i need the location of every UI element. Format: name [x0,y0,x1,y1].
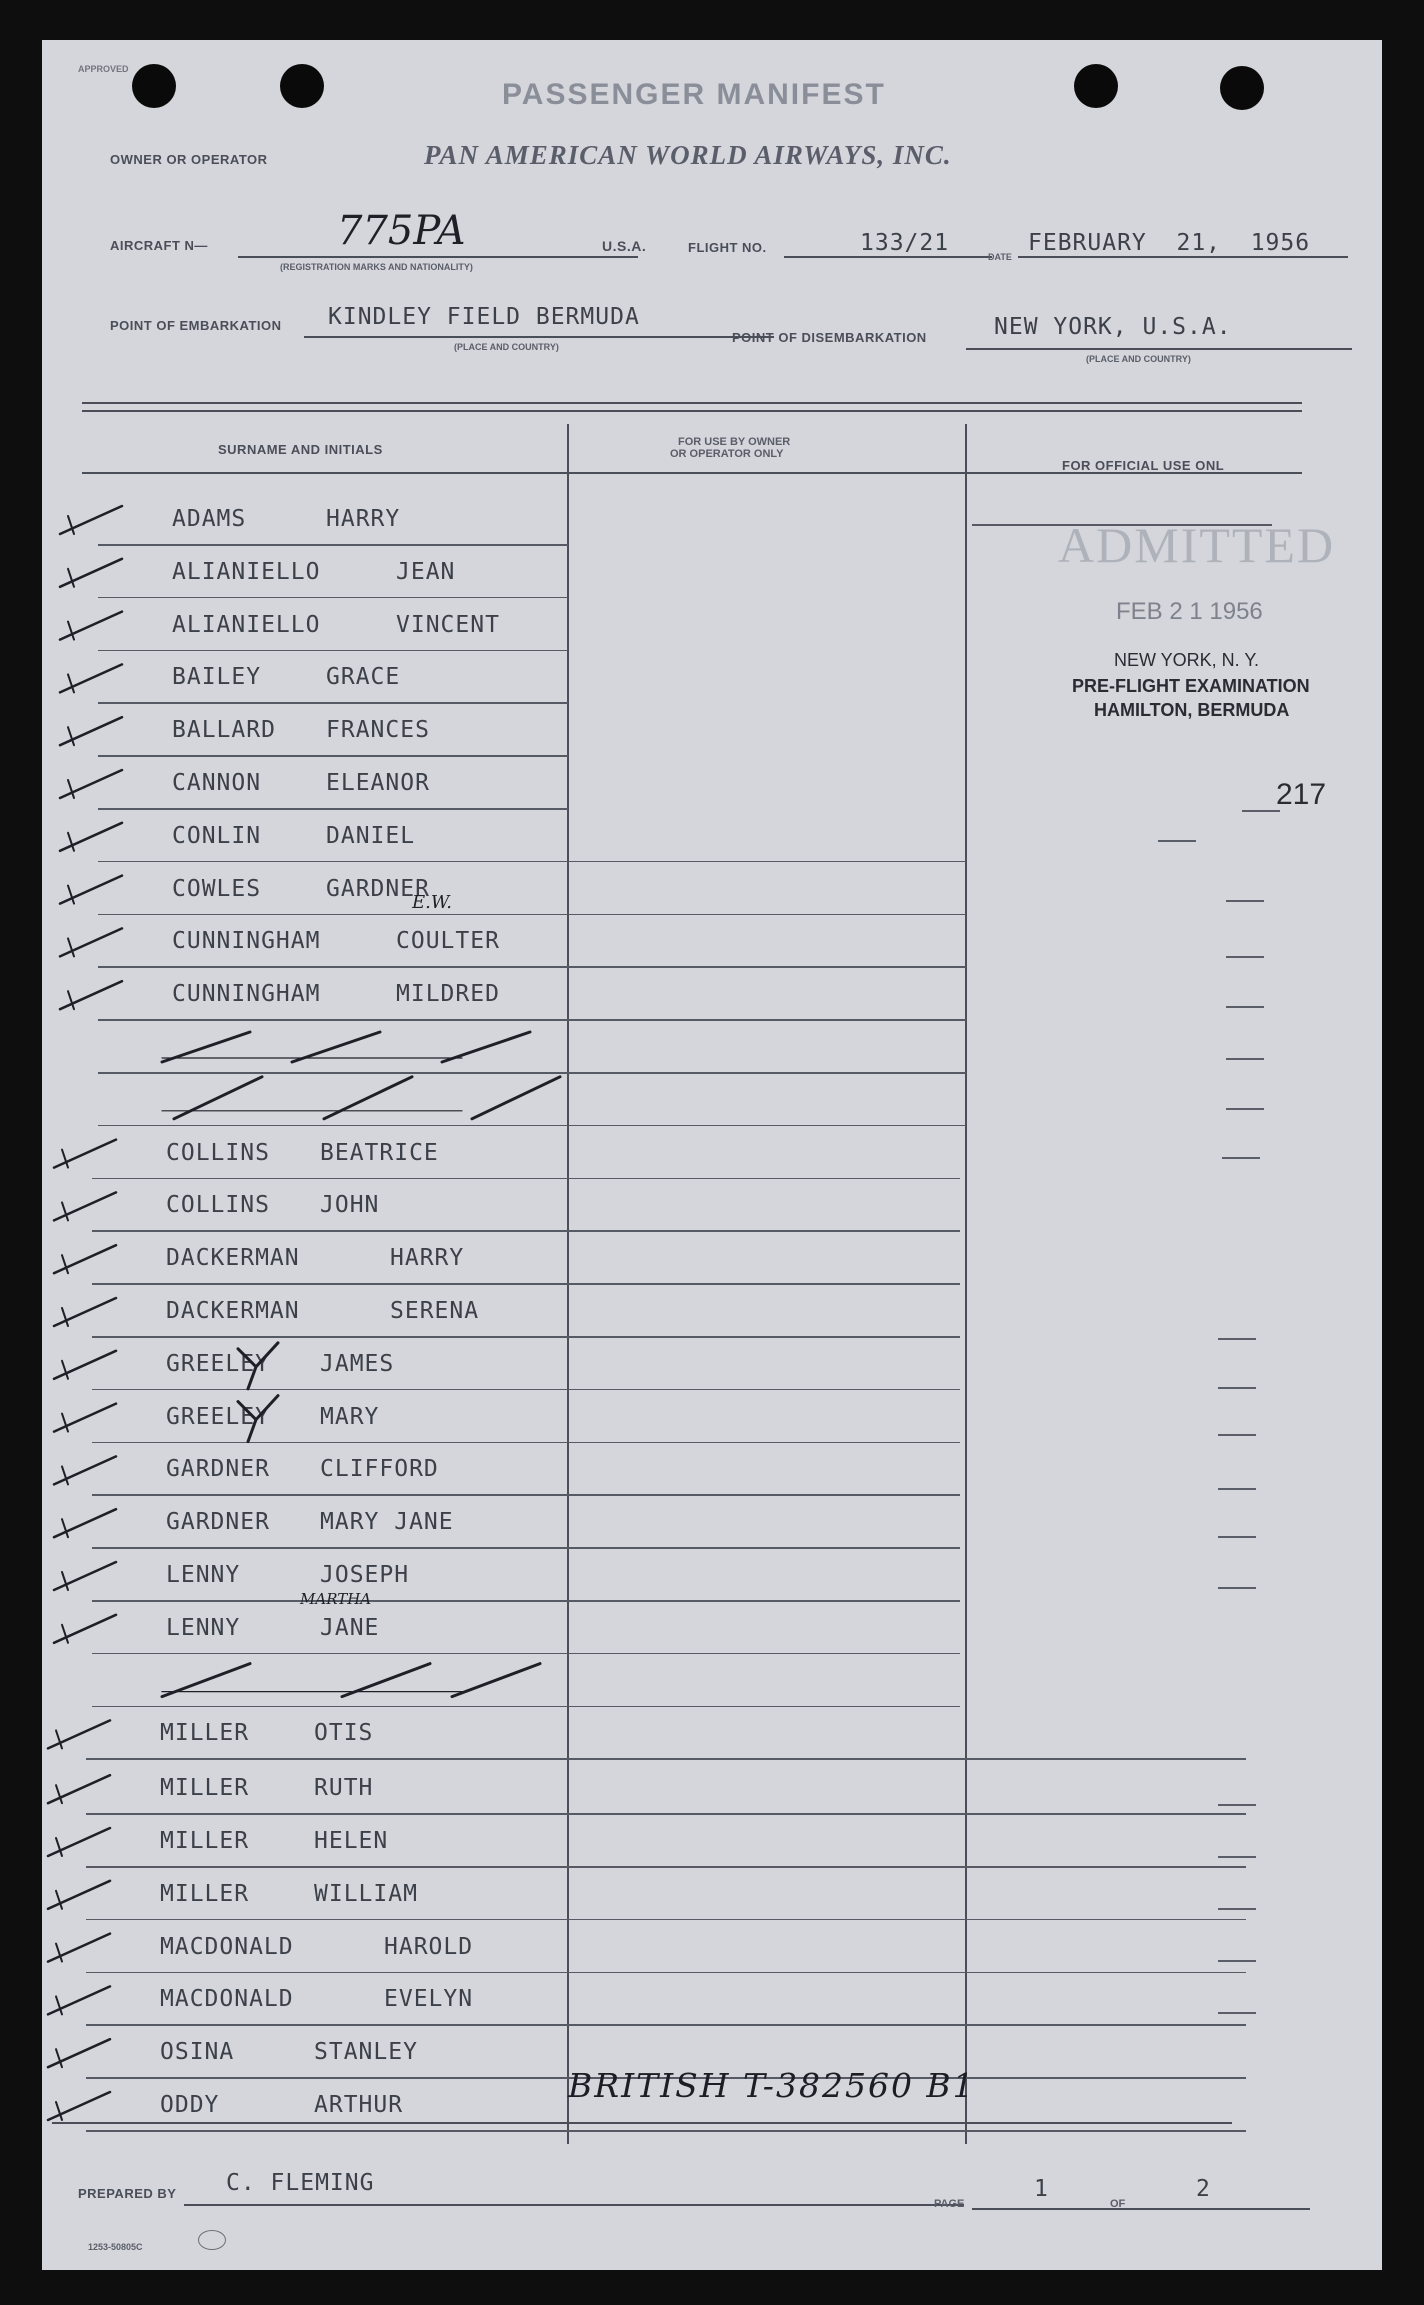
passenger-given-name: JOHN [320,1192,380,1219]
embark-sublabel: (PLACE AND COUNTRY) [454,342,559,352]
owner-label: OWNER OR OPERATOR [110,152,268,167]
passenger-given-name: FRANCES [326,717,430,744]
stamp-line: HAMILTON, BERMUDA [1094,700,1290,720]
passenger-surname: MILLER [160,1720,250,1747]
col-owner-header: FOR USE BY OWNER [678,436,791,448]
passenger-surname: ALIANIELLO [172,558,321,585]
passenger-surname: MILLER [160,1880,250,1907]
passenger-given-name: JAMES [320,1350,395,1377]
flight-value: 133/21 [860,230,950,256]
passenger-given-name: HARRY [390,1245,465,1272]
manifest-sheet [42,40,1382,2270]
passenger-surname: CUNNINGHAM [172,981,321,1008]
passenger-given-name: ELEANOR [326,770,430,796]
passenger-surname: DACKERMAN [166,1298,300,1324]
disembark-value: NEW YORK, U.S.A. [994,314,1232,340]
col-surname-header: SURNAME AND INITIALS [218,442,383,457]
passenger-given-name: CLIFFORD [320,1456,439,1483]
passenger-surname: BAILEY [172,664,262,691]
owner-value: PAN AMERICAN WORLD AIRWAYS, INC. [424,140,952,170]
passenger-surname: BALLARD [172,717,276,744]
passenger-surname: CUNNINGHAM [172,928,321,955]
nationality-note: BRITISH T-382560 B1 [568,2066,976,2105]
passenger-given-name: GRACE [326,664,401,691]
passenger-surname: GARDNER [166,1509,270,1536]
passenger-surname: GREELEY [166,1350,270,1377]
col-official-header: FOR OFFICIAL USE ONL [1062,458,1225,473]
passenger-surname: MACDONALD [160,1986,294,2013]
prepared-label: PREPARED BY [78,2186,177,2201]
passenger-given-name: JOSEPH [320,1562,410,1588]
passenger-given-name: COULTER [396,928,500,955]
correction-mark [238,1396,278,1442]
stamp-line: PRE-FLIGHT EXAMINATION [1072,676,1310,696]
date-value: FEBRUARY 21, 1956 [1028,230,1311,256]
passenger-given-name: DANIEL [326,822,416,849]
col-owner-header: OR OPERATOR ONLY [670,448,784,460]
passenger-surname: GREELEY [166,1403,270,1430]
page-label: PAGE [934,2198,965,2210]
passenger-given-name: HAROLD [384,1933,474,1960]
strike-mark [324,1077,412,1119]
aircraft-label: AIRCRAFT N— [110,238,208,253]
embark-label: POINT OF EMBARKATION [110,318,282,333]
form-title: PASSENGER MANIFEST [502,78,886,111]
passenger-given-name: VINCENT [396,611,500,638]
passenger-given-name: GARDNER [326,875,430,902]
passenger-surname: LENNY [166,1562,241,1588]
passenger-given-name: MARY [320,1403,380,1430]
embark-value: KINDLEY FIELD BERMUDA [328,304,640,330]
stamp-date: FEB 2 1 1956 [1116,598,1263,625]
passenger-surname: LENNY [166,1614,241,1641]
passenger-given-name: SERENA [390,1298,480,1324]
passenger-given-name: JEAN [396,558,456,585]
handwritten-marks [42,40,1382,2270]
passenger-surname: ALIANIELLO [172,611,321,638]
correction-mark [238,1343,278,1389]
passenger-given-name: OTIS [314,1720,374,1747]
passenger-surname: COLLINS [166,1139,270,1166]
passenger-surname: CANNON [172,770,262,796]
passenger-given-name: EVELYN [384,1986,474,2013]
passenger-given-name: WILLIAM [314,1880,418,1907]
form-number: 1253-50805C [88,2242,143,2252]
official-count: 217 [1276,778,1327,811]
passenger-given-name: MILDRED [396,981,500,1008]
passenger-given-name: STANLEY [314,2039,418,2066]
stamp-city: NEW YORK, N. Y. [1114,650,1260,670]
passenger-given-name: ARTHUR [314,2092,404,2118]
passenger-surname: COLLINS [166,1192,270,1219]
of-label: OF [1110,2198,1126,2210]
prepared-value: C. FLEMING [226,2170,375,2196]
aircraft-sublabel: (REGISTRATION MARKS AND NATIONALITY) [280,262,473,272]
passenger-surname: MILLER [160,1828,250,1854]
strike-mark [472,1077,560,1119]
passenger-surname: MACDONALD [160,1933,294,1960]
page-number: 1 [1034,2176,1049,2202]
aircraft-value: 775PA [337,208,466,254]
strike-mark [452,1664,540,1697]
passenger-given-name: HARRY [326,506,401,532]
passenger-surname: ADAMS [172,506,247,532]
page-total: 2 [1196,2176,1211,2202]
passenger-surname: GARDNER [166,1456,270,1483]
handwritten-name: MARTHA [300,1590,372,1608]
passenger-given-name: BEATRICE [320,1139,439,1166]
approval-stamp: APPROVED [78,64,129,74]
disembark-sublabel: (PLACE AND COUNTRY) [1086,354,1191,364]
passenger-surname: COWLES [172,875,262,902]
passenger-given-name: MARY JANE [320,1509,454,1536]
passenger-surname: DACKERMAN [166,1245,300,1272]
passenger-surname: OSINA [160,2039,235,2066]
passenger-surname: MILLER [160,1775,250,1802]
strike-mark [174,1077,262,1119]
passenger-surname: CONLIN [172,822,262,849]
passenger-given-name: JANE [320,1614,380,1641]
passenger-given-name: HELEN [314,1828,389,1854]
flight-label: FLIGHT NO. [688,240,767,255]
usa-label: U.S.A. [602,238,647,254]
handwritten-initials: E.W. [412,892,452,913]
passenger-surname: ODDY [160,2092,220,2118]
admitted-stamp: ADMITTED [1058,517,1336,573]
date-label: DATE [988,252,1012,262]
disembark-label: POINT OF DISEMBARKATION [732,330,927,345]
passenger-given-name: RUTH [314,1775,374,1802]
